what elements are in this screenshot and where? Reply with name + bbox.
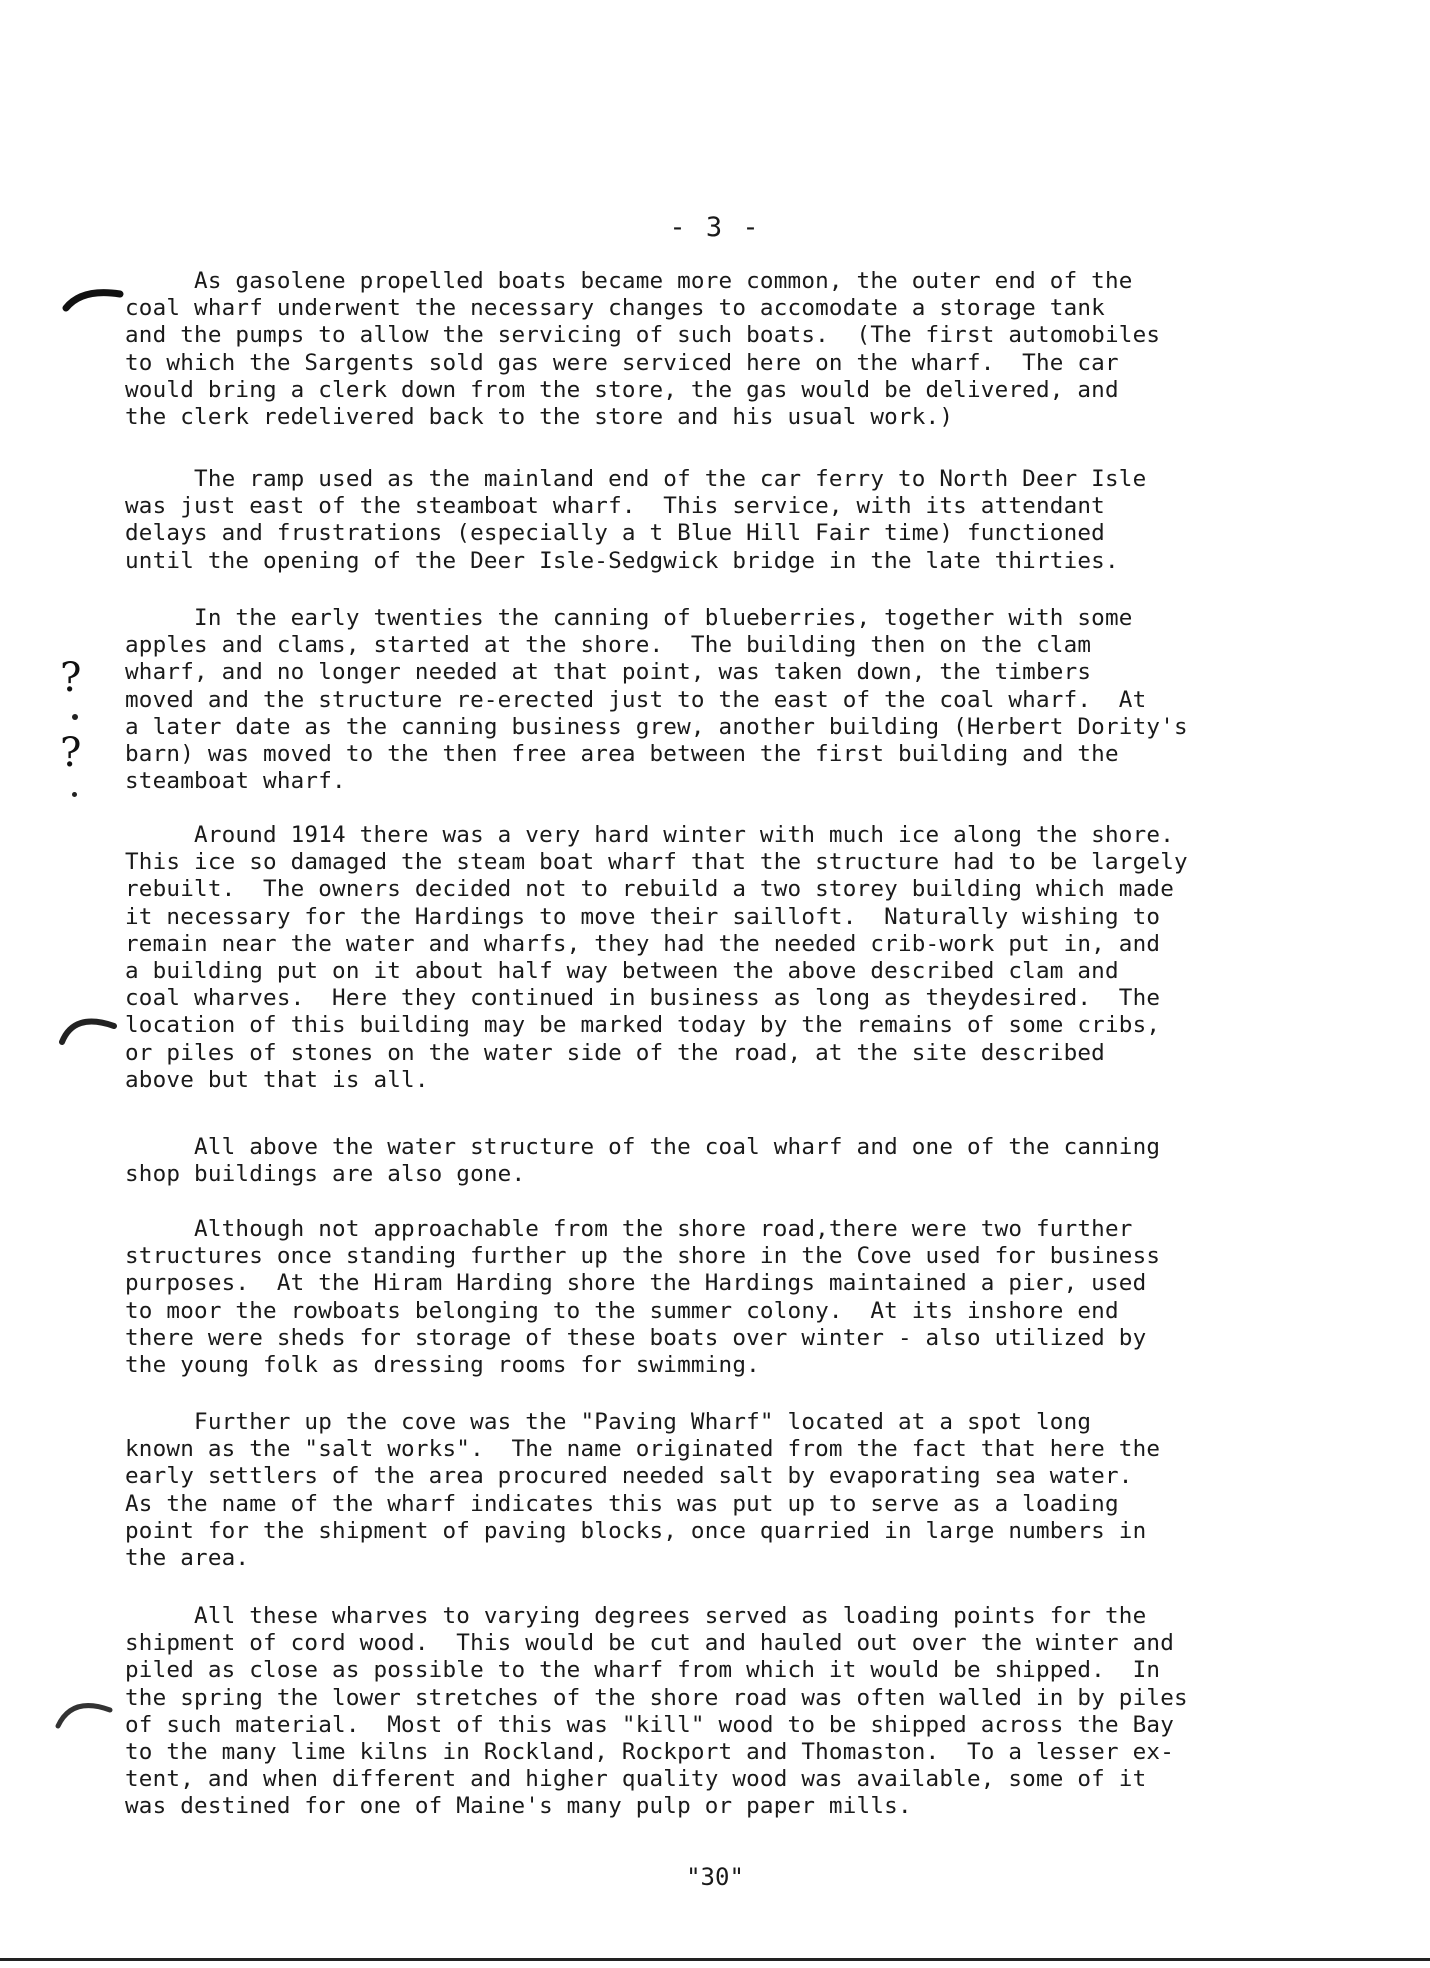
paragraph: Further up the cove was the "Paving Wharf" located at a spot long known as the "salt works". The name originated from the fact that here the early settlers of the area procured needed salt by evaporating sea water. As the name of the wharf indicates this was put up to serve as a loading point for the shipment of paving blocks, once quarried in large numbers in the area. [125,1409,1161,1572]
page-header: - 3 - [669,212,761,243]
hole-punch-mark [56,1008,120,1048]
hole-punch-mark [52,1690,116,1730]
paragraph: Although not approachable from the shore road,there were two further structures once standing further up the shore in the Cove used for business purposes. At the Hiram Harding shore the Hardings maintained a pier, used to moor the rowboats belonging to the summer colony. At its inshore end there were sheds for storage of these boats over winter - also utilized by the young folk as dressing rooms for swimming. [125,1216,1161,1379]
paragraph: Around 1914 there was a very hard winter with much ice along the shore. This ice so damaged the steam boat wharf that the structure had to be largely rebuilt. The owners decided not to rebuild a two storey building which made it necessary for the Hardings to move their sailloft. Naturally wishing to remain near the water and wharfs, they had the needed crib-work put in, and a building put on it about half way between the above described clam and coal wharves. Here they continued in business as long as theydesired. The location of this building may be marked today by the remains of some cribs, or piles of stones on the water side of the road, at the site described above but that is all. [125,822,1188,1093]
handwritten-dot [72,714,78,720]
handwritten-dot [72,792,77,797]
page-footer-number: "30" [686,1863,744,1891]
handwritten-question-mark: ? [60,655,82,701]
paragraph: All these wharves to varying degrees served as loading points for the shipment of cord wood. This would be cut and hauled out over the winter and piled as close as possible to the wharf from which it would be shipped. In the spring the lower stretches of the shore road was often walled in by piles of such material. Most of this was "kill" wood to be shipped across the Bay to the many lime kilns in Rockland, Rockport and Thomaston. To a lesser ex- tent, and when different and higher quality wood was available, some of it was destined for one of Maine's many pulp or paper mills. [125,1603,1188,1820]
paragraph: As gasolene propelled boats became more common, the outer end of the coal wharf underwent the necessary changes to accomodate a storage tank and the pumps to allow the servicing of such boats. (The first automobiles to which the Sargents sold gas were serviced here on the wharf. The car would bring a clerk down from the store, the gas would be delivered, and the clerk redelivered back to the store and his usual work.) [125,268,1161,431]
paragraph: All above the water structure of the coal wharf and one of the canning shop buildings are also gone. [125,1134,1161,1188]
paragraph: The ramp used as the mainland end of the car ferry to North Deer Isle was just east of the steamboat wharf. This service, with its attendant delays and frustrations (especially a t Blue Hill Fair time) functioned until the opening of the Deer Isle-Sedgwick bridge in the late thirties. [125,466,1147,574]
paragraph: In the early twenties the canning of blueberries, together with some apples and clams, started at the shore. The building then on the clam wharf, and no longer needed at that point, was taken down, the timbers moved and the structure re-erected just to the east of the coal wharf. At a later date as the canning business grew, another building (Herbert Dority's barn) was moved to the then free area between the first building and the steamboat wharf. [125,605,1188,795]
handwritten-question-mark: ? [60,730,82,776]
hole-punch-mark [62,282,126,312]
bottom-edge-line [0,1958,1430,1961]
